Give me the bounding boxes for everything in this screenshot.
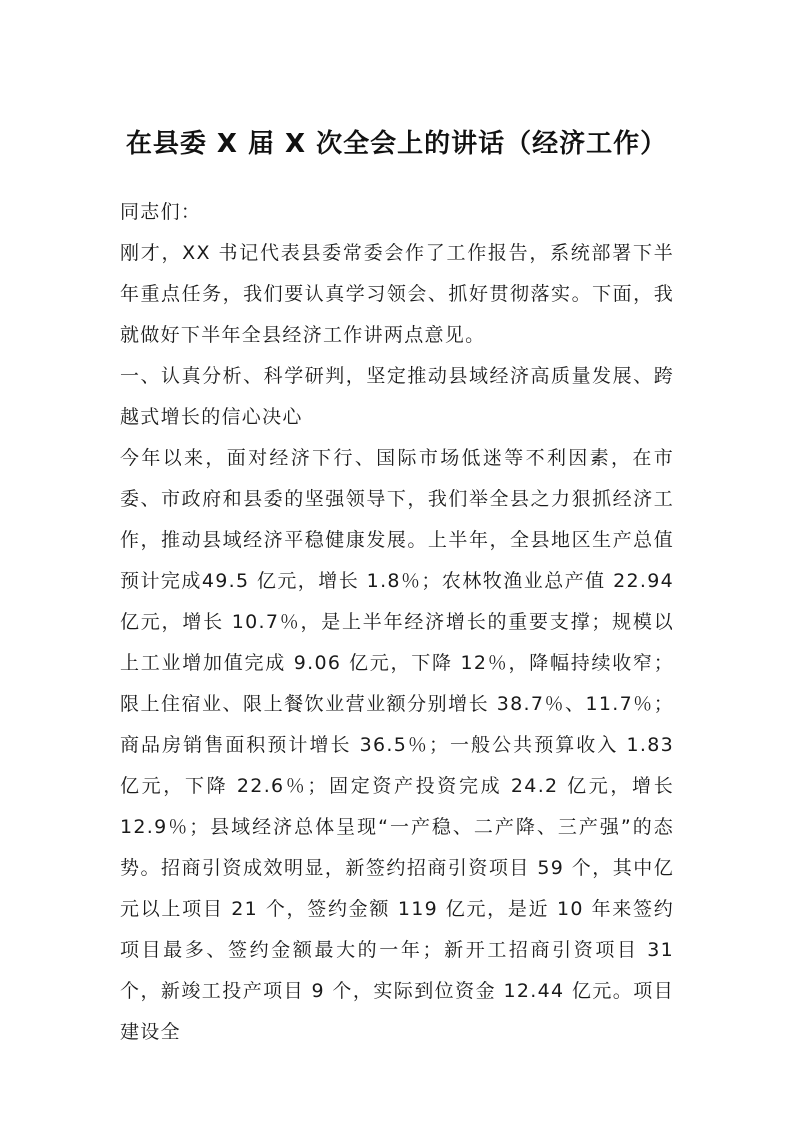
document-body [120, 192, 674, 1053]
section-heading: 一、认真分析、科学研判，坚定推动县域经济高质量发展、跨越式增长的信心决心 [120, 365, 674, 428]
salutation-paragraph: 同志们： [120, 201, 202, 223]
intro-paragraph: 刚才，XX 书记代表县委常委会作了工作报告，系统部署下半年重点任务，我们要认真学习领会、抓好贯彻落实。下面，我就做好下半年全县经济工作讲两点意见。 [120, 242, 674, 346]
economy-paragraph: 今年以来，面对经济下行、国际市场低迷等不利因素，在市委、市政府和县委的坚强领导下，我们举全县之力狠抓经济工作，推动县域经济平稳健康发展。上半年，全县地区生产总值预计完成49.5 亿元，增长 1.8％；农林牧渔业总产值 22.94 亿元，增长 10.7％，是上半年经济增长的重要支撑；规模以上工业增加值完成 9.06 亿元，下降 12％，降幅持续收窄；限上住宿业、限上餐饮业营业额分别增长 38.7％、11.7％；商品房销售面积预计增长 36.5％；一般公共预算收入 1.83 亿元，下降 22.6％；固定资产投资完成 24.2 亿元，增长 12.9％；县域经济总体呈现“一产稳、二产降、三产强”的态势。招商引资成效明显，新签约招商引资项目 59 个，其中亿元以上项目 21 个，签约金额 119 亿元，是近 10 年来签约项目最多、签约金额最大的一年；新开工招商引资项目 31 个，新竣工投产项目 9 个，实际到位资金 12.44 亿元。项目建设全 [120, 447, 674, 1043]
document-title: 在县委 X 届 X 次全会上的讲话（经济工作） [125, 129, 668, 159]
